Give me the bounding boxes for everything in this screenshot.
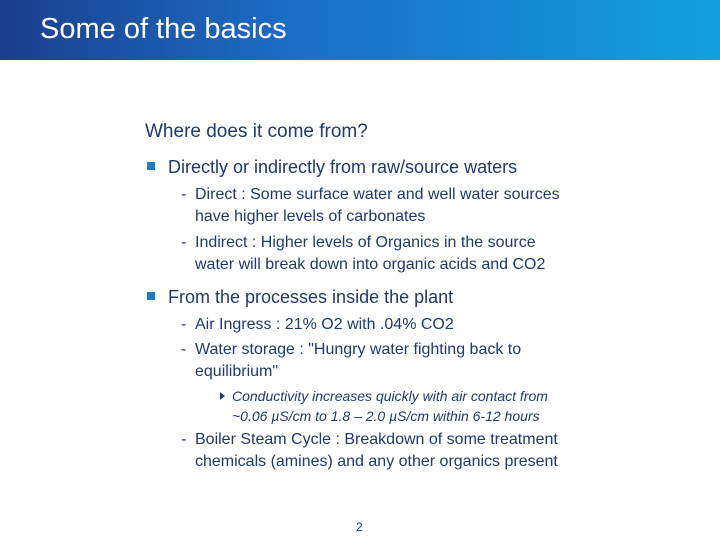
sub-bullet-indirect bbox=[181, 232, 546, 276]
title-bar bbox=[0, 0, 720, 60]
square-bullet-icon bbox=[147, 162, 155, 170]
dash-bullet-icon: - bbox=[181, 234, 187, 251]
triangle-bullet-icon bbox=[220, 392, 225, 400]
bullet-label: Directly or indirectly from raw/source waters bbox=[168, 157, 518, 177]
sub-bullet-line: water will break down into organic acids and CO2 bbox=[195, 256, 546, 273]
section-heading: Where does it come from? bbox=[145, 121, 368, 142]
sub-bullet-line: Direct : Some surface water and well water sources bbox=[195, 186, 560, 203]
dash-bullet-icon: - bbox=[181, 431, 187, 448]
slide-title: Some of the basics bbox=[40, 13, 287, 45]
sub-bullet-line: Indirect : Higher levels of Organics in the source bbox=[195, 234, 536, 251]
sub-bullet-line: Boiler Steam Cycle : Breakdown of some treatment bbox=[195, 431, 558, 448]
sub-bullet-boiler-steam bbox=[181, 429, 558, 473]
dash-bullet-icon: - bbox=[181, 341, 187, 358]
bullet-label: From the processes inside the plant bbox=[168, 287, 454, 307]
dash-bullet-icon: - bbox=[181, 316, 187, 333]
sub-bullet-line: Water storage : "Hungry water fighting back to bbox=[195, 341, 522, 358]
sub-bullet-line: Air Ingress : 21% O2 with .04% CO2 bbox=[195, 316, 454, 333]
square-bullet-icon bbox=[147, 292, 155, 300]
sub-sub-bullet-conductivity bbox=[232, 386, 548, 426]
sub-bullet-air-ingress bbox=[181, 314, 454, 336]
sub-sub-bullet-line: Conductivity increases quickly with air contact from bbox=[232, 388, 548, 404]
sub-bullet-line: have higher levels of carbonates bbox=[195, 208, 426, 225]
sub-bullet-line: chemicals (amines) and any other organics present bbox=[195, 453, 558, 470]
page-number: 2 bbox=[356, 520, 363, 534]
sub-bullet-direct bbox=[181, 184, 560, 228]
sub-sub-bullet-line: ~0.06 µS/cm to 1.8 – 2.0 µS/cm within 6-12 hours bbox=[232, 408, 540, 424]
sub-bullet-line: equilibrium" bbox=[195, 363, 279, 380]
sub-bullet-water-storage bbox=[181, 339, 522, 383]
dash-bullet-icon: - bbox=[181, 186, 187, 203]
